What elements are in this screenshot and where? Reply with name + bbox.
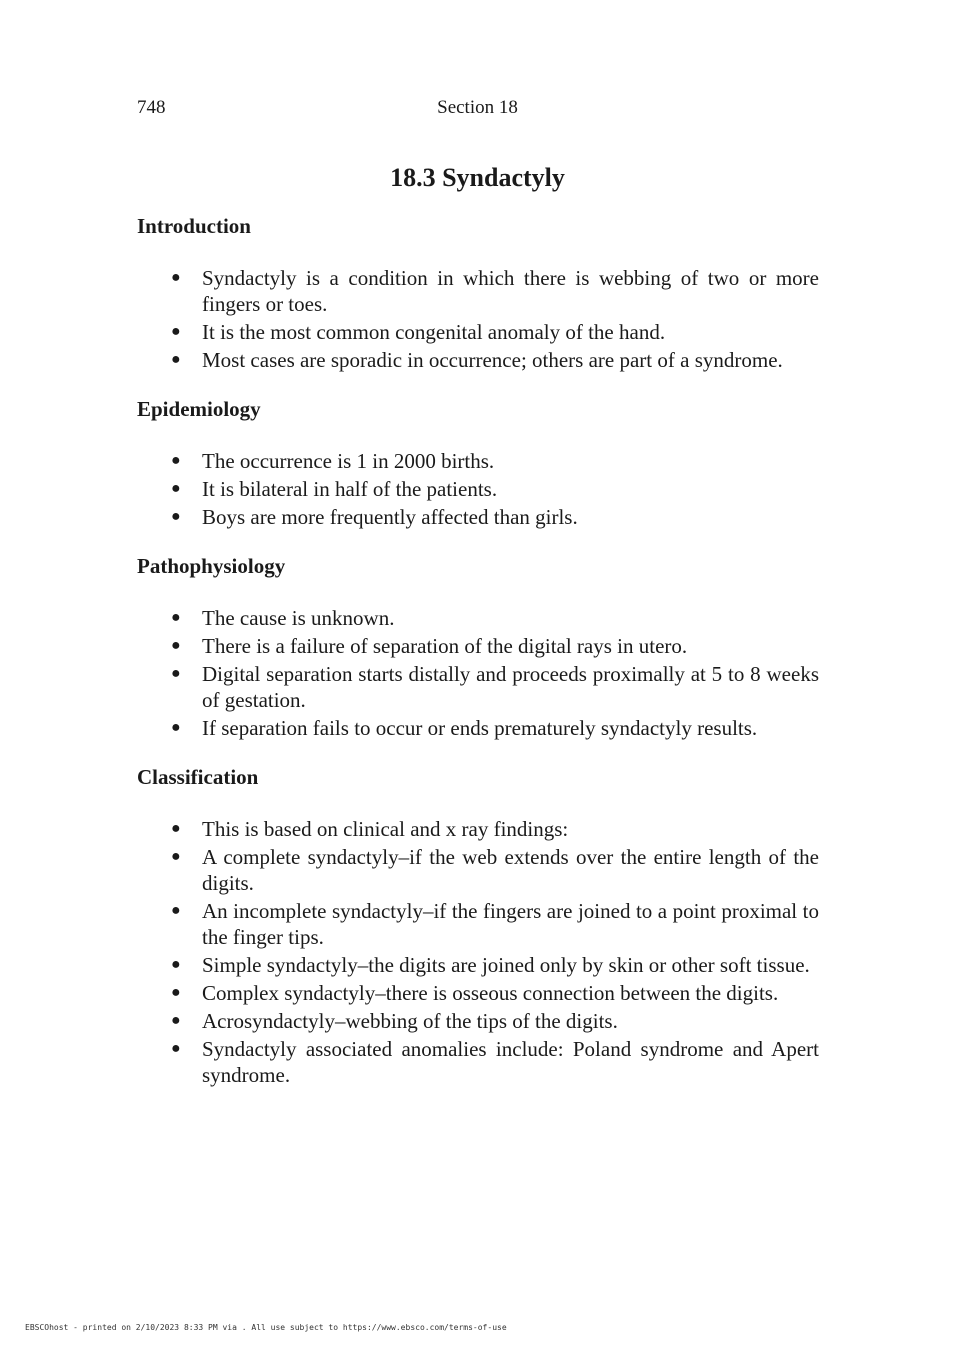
list-item: ● The occurrence is 1 in 2000 births. [171,449,495,473]
section-heading: Introduction [137,214,251,238]
bullet-list [137,265,819,373]
bullet-icon: ● [171,984,181,1001]
section-classification [137,763,819,1088]
bullet-icon: ● [171,351,181,368]
bullet-icon: ● [171,452,181,469]
bullet-icon: ● [171,508,181,525]
bullet-icon: ● [171,1040,181,1057]
bullet-icon: ● [171,637,181,654]
bullet-icon: ● [171,480,181,497]
section-heading: Pathophysiology [137,554,286,578]
bullet-icon: ● [171,719,181,736]
bullet-icon: ● [171,609,181,626]
list-item: ● Syndactyly is a condition in which there is webbing of two or more fingers or toes. [171,266,819,316]
bullet-list [137,448,819,530]
bullet-icon: ● [171,269,181,286]
list-item: ● An incomplete syndactyly–if the fingers are joined to a point proximal to the finger tips. [171,899,819,949]
page-title: 18.3 Syndactyly [390,163,565,192]
list-item: ● It is the most common congenital anomaly of the hand. [171,320,666,344]
section-epidemiology [137,395,819,530]
section-introduction [137,212,819,373]
list-item: ● Complex syndactyly–there is osseous connection between the digits. [171,981,779,1005]
list-item: ● It is bilateral in half of the patients. [171,477,498,501]
list-item: ● The cause is unknown. [171,606,395,630]
list-item: ● If separation fails to occur or ends prematurely syndactyly results. [171,716,758,740]
list-item: ● Syndactyly associated anomalies include: Poland syndrome and Apert syndrome. [171,1037,819,1087]
bullet-icon: ● [171,902,181,919]
page-number: 748 [137,97,166,118]
bullet-icon: ● [171,323,181,340]
list-item: ● There is a failure of separation of the digital rays in utero. [171,634,688,658]
list-item: ● Digital separation starts distally and proceeds proximally at 5 to 8 weeks of gestation. [171,662,819,712]
section-pathophysiology [137,552,819,741]
bullet-icon: ● [171,848,181,865]
bullet-icon: ● [171,665,181,682]
bullet-icon: ● [171,956,181,973]
bullet-icon: ● [171,1012,181,1029]
bullet-icon: ● [171,820,181,837]
section-heading: Classification [137,765,259,789]
bullet-list [137,816,819,1088]
print-footer: EBSCOhost - printed on 2/10/2023 8:33 PM via . All use subject to https://www.ebsco.com/terms-of-use [25,1323,507,1332]
list-item: ● A complete syndactyly–if the web extends over the entire length of the digits. [171,845,819,895]
list-item: ● Most cases are sporadic in occurrence; others are part of a syndrome. [171,348,783,372]
main-content [137,212,819,1090]
list-item: ● Boys are more frequently affected than girls. [171,505,578,529]
running-head: Section 18 [437,97,518,118]
list-item: ● This is based on clinical and x ray findings: [171,817,569,841]
list-item: ● Acrosyndactyly–webbing of the tips of the digits. [171,1009,618,1033]
bullet-list [137,605,819,741]
section-heading: Epidemiology [137,397,261,421]
list-item: ● Simple syndactyly–the digits are joined only by skin or other soft tissue. [171,953,810,977]
